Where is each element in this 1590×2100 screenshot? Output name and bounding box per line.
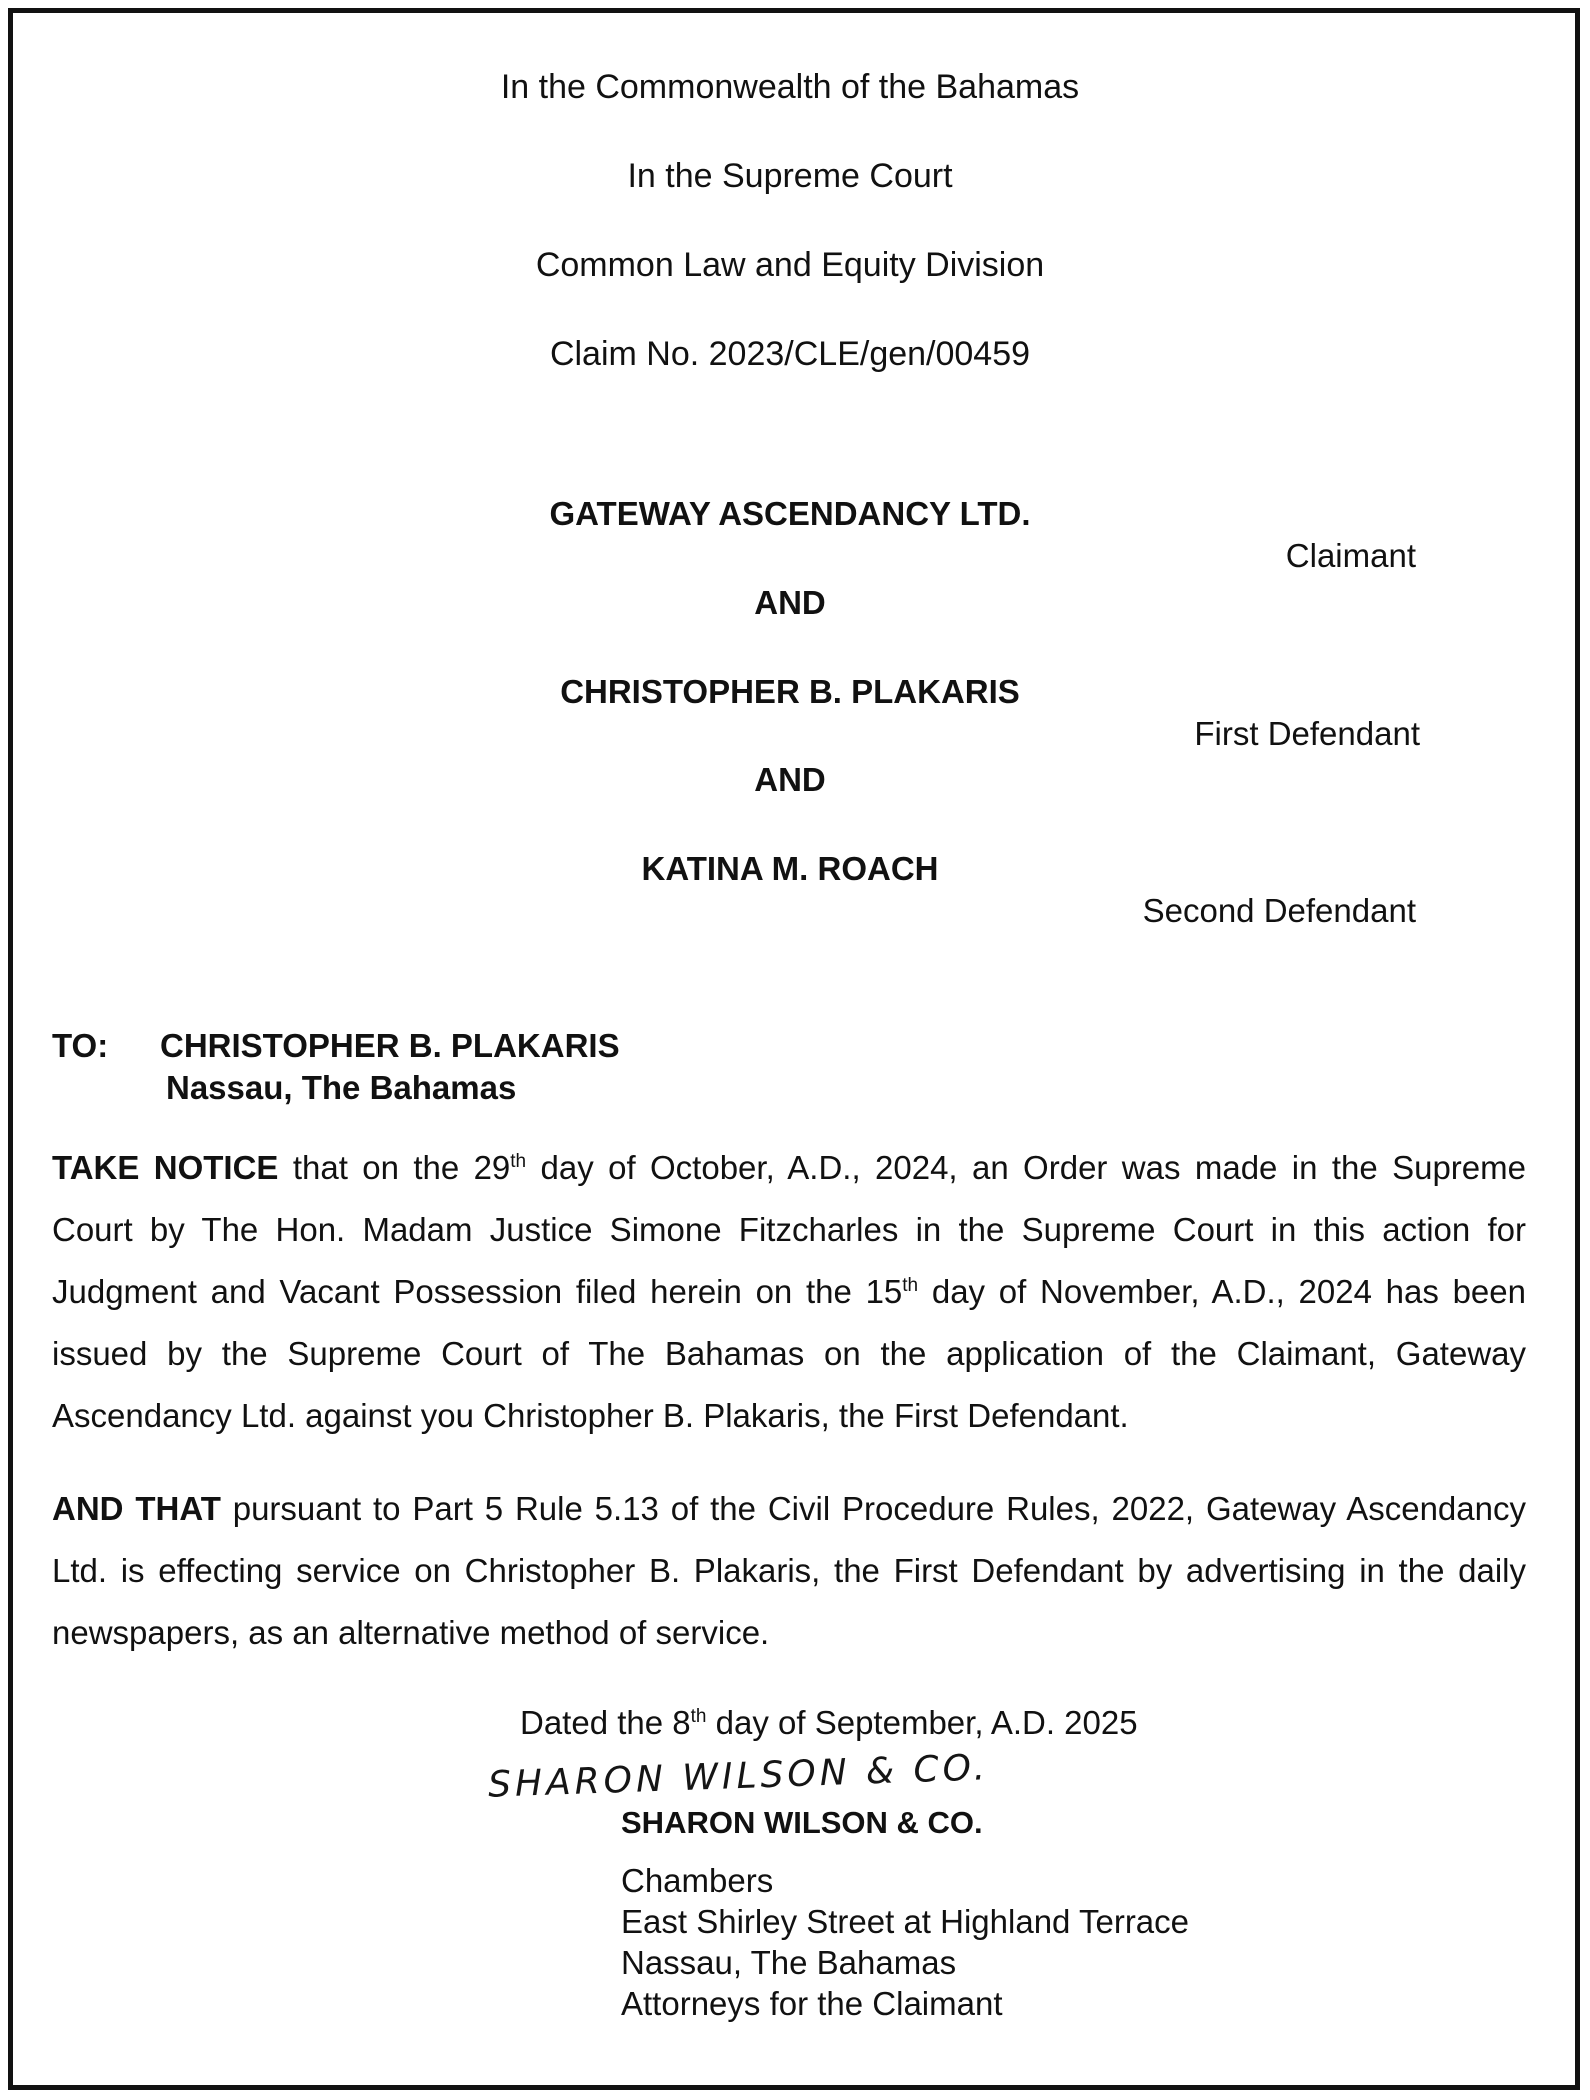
and-that-lead: AND THAT bbox=[52, 1490, 221, 1527]
firm-name: SHARON WILSON & CO. bbox=[621, 1805, 983, 1840]
first-defendant-name: CHRISTOPHER B. PLAKARIS bbox=[560, 673, 1020, 710]
claim-number: Claim No. 2023/CLE/gen/00459 bbox=[549, 335, 1031, 373]
take-notice-lead: TAKE NOTICE bbox=[52, 1149, 279, 1186]
jurisdiction-line: In the Commonwealth of the Bahamas bbox=[500, 68, 1080, 106]
and-separator-1: AND bbox=[754, 584, 826, 621]
division-line: Common Law and Equity Division bbox=[535, 246, 1045, 284]
and-separator-2: AND bbox=[754, 761, 826, 798]
court-name-line: In the Supreme Court bbox=[627, 157, 953, 195]
to-label: TO: bbox=[52, 1027, 109, 1064]
notice-paragraph: TAKE NOTICE that on the 29th day of October, A.D., 2024, an Order was made in the Supreme Court by The Hon. Madam Justice Simone Fitzcharles in the Supreme Court in this action for Judgment and Vacant Possession filed herein on the 15th day of November, A.D., 2024 has been issued by the Supreme Court of The Bahamas on the application of the Claimant, Gateway Ascendancy Ltd. against you Christopher B. Plakaris, the First Defendant. bbox=[52, 1149, 1526, 1434]
firm-address bbox=[621, 1860, 1189, 2024]
claimant-name: GATEWAY ASCENDANCY LTD. bbox=[549, 495, 1031, 532]
handwritten-signature: SHARON WILSON & CO. bbox=[487, 1747, 990, 1806]
service-paragraph: AND THAT pursuant to Part 5 Rule 5.13 of the Civil Procedure Rules, 2022, Gateway Ascendancy Ltd. is effecting service on Christopher B. Plakaris, the First Defendant by advertising in the daily newspapers, as an alternative method of service. bbox=[52, 1490, 1526, 1651]
addressee-name: CHRISTOPHER B. PLAKARIS bbox=[160, 1027, 620, 1064]
first-defendant-role: First Defendant bbox=[1194, 715, 1420, 752]
address-line: Attorneys for the Claimant bbox=[621, 1985, 1003, 2022]
addressee-place: Nassau, The Bahamas bbox=[166, 1069, 517, 1106]
claimant-role: Claimant bbox=[1285, 537, 1416, 574]
dated-line: Dated the 8th day of September, A.D. 2025 bbox=[520, 1704, 1138, 1741]
address-line: Nassau, The Bahamas bbox=[621, 1944, 957, 1981]
address-line: East Shirley Street at Highland Terrace bbox=[621, 1903, 1190, 1940]
address-line: Chambers bbox=[621, 1862, 774, 1899]
second-defendant-role: Second Defendant bbox=[1142, 892, 1416, 929]
second-defendant-name: KATINA M. ROACH bbox=[641, 850, 939, 887]
